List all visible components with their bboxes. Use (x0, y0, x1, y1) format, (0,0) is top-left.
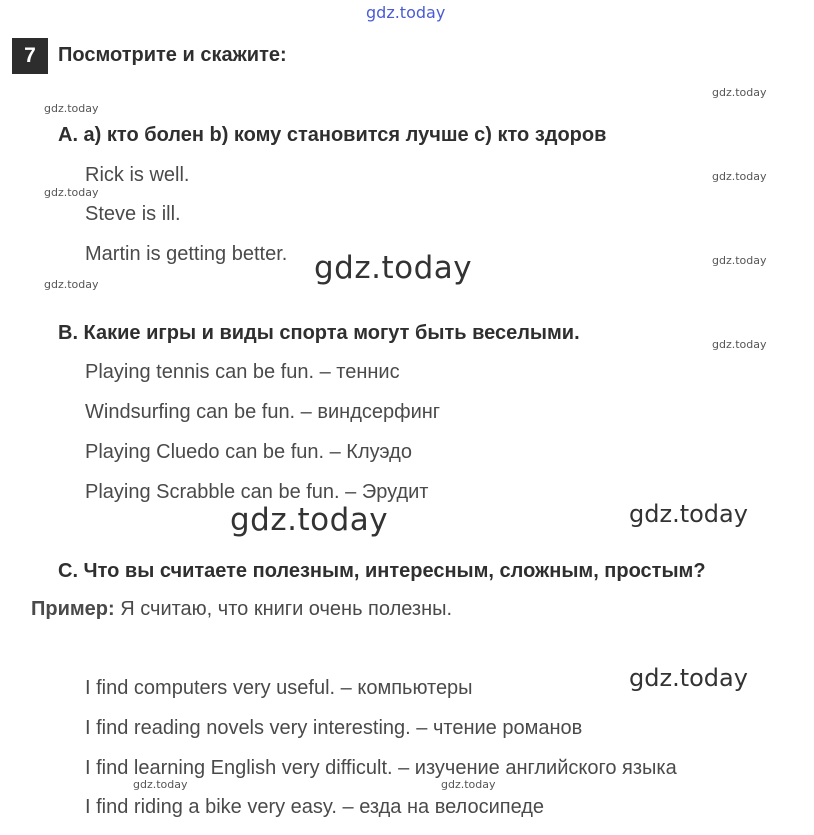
section-c-heading: C. Что вы считаете полезным, интересным, сложным, простым? (58, 560, 706, 582)
section-c-line: I find computers very useful. – компьютеры (85, 677, 473, 699)
watermark-small: gdz.today (44, 186, 99, 199)
example-line (31, 598, 452, 621)
section-a-line: Martin is getting better. (85, 243, 288, 265)
watermark-small: gdz.today (712, 86, 767, 99)
watermark-large: gdz.today (230, 502, 389, 538)
watermark-medium: gdz.today (629, 500, 748, 528)
watermark-large: gdz.today (314, 250, 473, 286)
section-a-line: Rick is well. (85, 164, 190, 186)
section-c-line: I find reading novels very interesting. – чтение романов (85, 717, 583, 739)
section-b-line: Playing Cluedo can be fun. – Клуэдо (85, 441, 412, 463)
section-c-line: I find learning English very difficult. – изучение английского языка (85, 757, 677, 779)
section-a-line: Steve is ill. (85, 203, 181, 225)
watermark-small: gdz.today (712, 170, 767, 183)
example-label: Пример: (31, 598, 115, 620)
watermark-small: gdz.today (133, 778, 188, 791)
watermark-medium: gdz.today (629, 664, 748, 692)
section-c-line: I find riding a bike very easy. – езда на велосипеде (85, 796, 545, 818)
section-b-line: Windsurfing can be fun. – виндсерфинг (85, 401, 441, 423)
section-b-heading: B. Какие игры и виды спорта могут быть веселыми. (58, 322, 580, 344)
example-text: Я считаю, что книги очень полезны. (114, 598, 453, 620)
section-b-line: Playing Scrabble can be fun. – Эрудит (85, 481, 429, 503)
watermark-top: gdz.today (366, 3, 446, 22)
section-b-line: Playing tennis can be fun. – теннис (85, 361, 400, 383)
watermark-small: gdz.today (712, 254, 767, 267)
exercise-number: 7 (12, 38, 48, 74)
watermark-small: gdz.today (44, 102, 99, 115)
watermark-small: gdz.today (712, 338, 767, 351)
watermark-small: gdz.today (44, 278, 99, 291)
watermark-small: gdz.today (441, 778, 496, 791)
section-a-heading: A. a) кто болен b) кому становится лучше c) кто здоров (58, 124, 607, 146)
exercise-title: Посмотрите и скажите: (58, 44, 287, 66)
